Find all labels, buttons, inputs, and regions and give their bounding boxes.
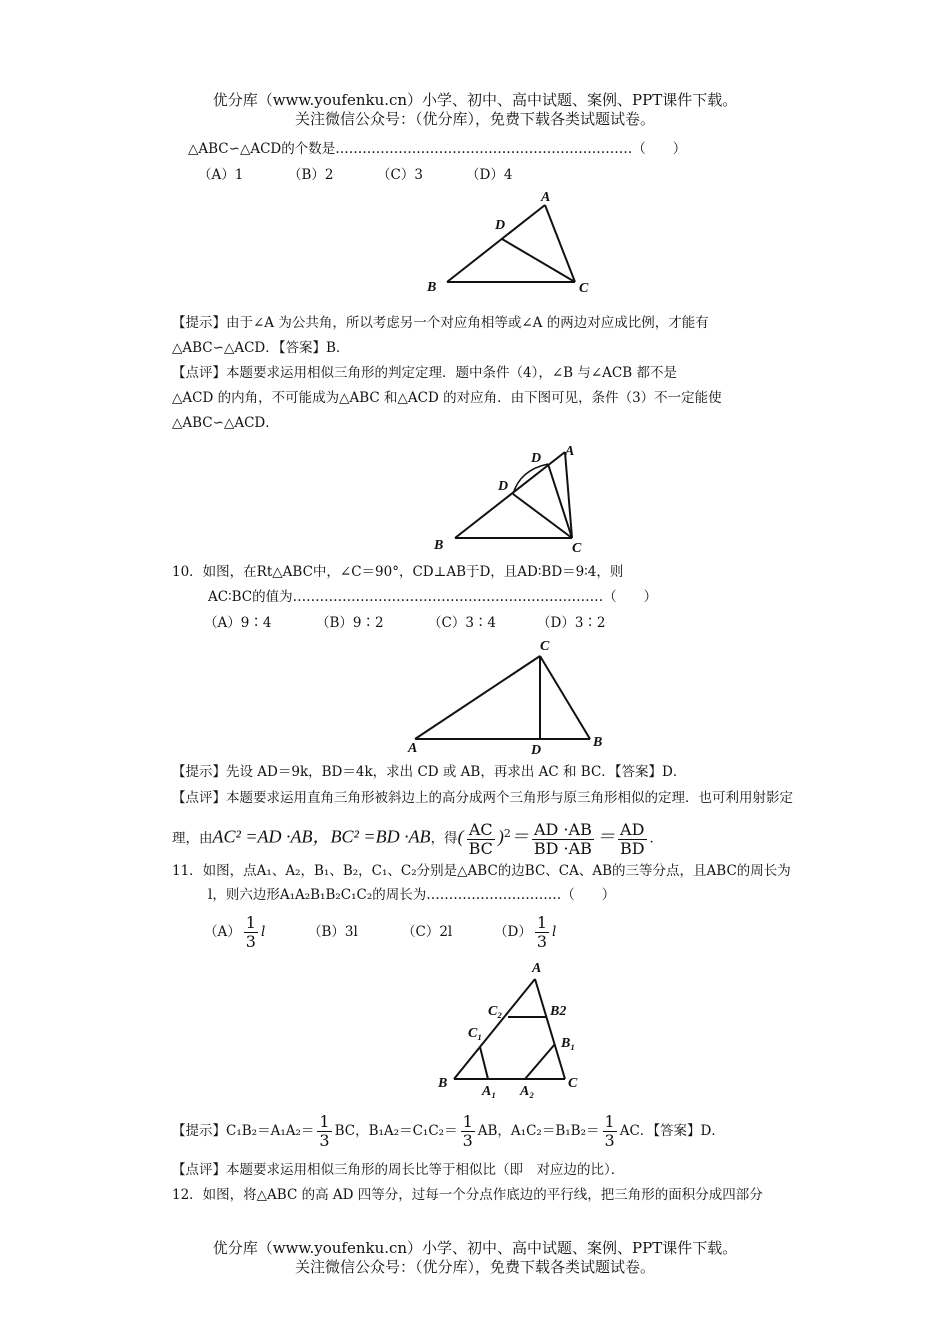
q10-formula-paren-close: )	[497, 826, 504, 847]
q9-fig1-label-c: C	[579, 281, 589, 296]
q11-fig-label-c2: C₂	[488, 1004, 503, 1019]
q10-figure	[400, 634, 615, 759]
q10-eq-1: ＝	[510, 826, 529, 847]
q9-fig1-label-a: A	[541, 190, 551, 205]
q11-comment: 【点评】本题要求运用相似三角形的周长比等于相似比（即 对应边的比）．	[172, 1162, 625, 1178]
q10-formula-mid: ，得	[430, 830, 458, 847]
q11-hint-prefix: 【提示】C₁B₂＝A₁A₂＝	[172, 1123, 315, 1139]
q11-option-a-var: l	[260, 924, 266, 940]
footer-line-2: 关注微信公众号：（优分库），免费下载各类试题试卷。	[294, 1258, 655, 1276]
q9-fig2-segment-cd2	[513, 494, 572, 538]
q10-fig-label-b: B	[593, 735, 603, 750]
q9-fig2-label-d-upper: D	[531, 451, 542, 466]
q9-hint-line-1: 【提示】由于∠A 为公共角，所以考虑另一个对应角相等或∠A 的两边对应成比例，才能有	[172, 315, 709, 331]
q11-fig-side-ac	[535, 979, 565, 1079]
q9-fig1-label-b: B	[427, 280, 437, 295]
q10-fig-label-d: D	[531, 743, 542, 758]
q11-hint-mid-1: BC，B₁A₂＝C₁C₂＝	[334, 1123, 458, 1139]
q11-fig-label-c1: C₁	[468, 1026, 483, 1041]
q9-option-a: （A）1	[198, 167, 244, 183]
header-line-1: 优分库（www.youfenku.cn）小学、初中、高中试题、案例、PPT课件下载。	[212, 91, 738, 109]
q10-stem-line-2: AC∶BC的值为……………………………………………………………（ ）	[208, 589, 658, 605]
q9-fig1-segment-cd	[502, 239, 575, 282]
q9-fig2-label-a: A	[565, 444, 575, 459]
q9-comment-line-1: 【点评】本题要求运用相似三角形的判定定理．题中条件（4），∠B 与∠ACB 都不是	[172, 365, 677, 381]
q11-option-d-fraction: $\frac{1}{3}$	[536, 913, 548, 951]
q10-fraction-products: $\frac{AD \cdot AB}{BD \cdot AB}$	[533, 819, 592, 858]
q9-fig2-label-c: C	[572, 541, 582, 555]
q9-comment-line-3: △ABC∽△ACD．	[172, 415, 279, 431]
q11-hint-fraction-2: $\frac{1}{3}$	[462, 1112, 473, 1150]
q11-option-a-fraction: $\frac{1}{3}$	[245, 913, 256, 951]
q9-fig1-label-d: D	[495, 218, 506, 233]
q10-eq-2: ＝	[596, 826, 615, 847]
q11-hint-fraction-3: $\frac{1}{3}$	[604, 1112, 615, 1150]
q11-option-d	[494, 912, 556, 952]
q9-figure-2	[420, 440, 600, 555]
q11-option-d-var: l	[552, 924, 557, 940]
q11-option-d-prefix: （D）	[494, 924, 532, 940]
q10-fraction-ad-bd: $\frac{AD}{BD}$	[619, 819, 645, 858]
q12-stem: 12．如图，将△ABC 的高 AD 四等分，过每一个分点作底边的平行线，把三角形的面积分成四部分	[172, 1187, 763, 1203]
q11-fig-label-c: C	[568, 1076, 578, 1091]
q11-fig-label-b: B	[438, 1076, 448, 1091]
q11-fig-label-b2: B2	[550, 1004, 567, 1019]
q11-hint-mid-2: AB，A₁C₂＝B₁B₂＝	[477, 1123, 600, 1139]
q10-fig-side-bc	[540, 656, 590, 739]
q10-comment-line-1: 【点评】本题要求运用直角三角形被斜边上的高分成两个三角形与原三角形相似的定理．也可利用射影定	[172, 790, 793, 806]
q11-hint	[172, 1110, 725, 1152]
q9-comment-line-2: △ACD 的内角，不可能成为△ABC 和△ACD 的对应角．由下图可见，条件（3）不一定能使	[172, 390, 722, 406]
q11-hint-end: AC．【答案】D．	[619, 1123, 725, 1139]
q9-fig1-side-ab	[447, 205, 545, 282]
q11-option-b: （B）3l	[308, 924, 358, 940]
q9-fig2-label-d-lower: D	[498, 479, 509, 494]
q9-fig2-label-b: B	[434, 538, 444, 553]
footer-line-1: 优分库（www.youfenku.cn）小学、初中、高中试题、案例、PPT课件下载。	[212, 1239, 738, 1257]
q11-fig-segment-b1a2	[525, 1044, 555, 1079]
q10-fraction-ac-bc: $\frac{AC}{BC}$	[468, 819, 493, 858]
q10-comment-line-2	[172, 814, 663, 859]
q10-formula-end: ．	[649, 830, 664, 847]
q9-option-d: （D）4	[466, 167, 513, 183]
q10-fig-side-ac	[415, 656, 540, 739]
q10-option-b: （B）9∶2	[316, 615, 384, 631]
header-line-2: 关注微信公众号：（优分库），免费下载各类试题试卷。	[294, 110, 655, 128]
q11-options	[204, 912, 265, 952]
q10-option-d: （D）3∶2	[537, 615, 606, 631]
q10-hint: 【提示】先设 AD＝9k，BD＝4k，求出 CD 或 AB，再求出 AC 和 BC．【答案】D．	[172, 764, 687, 780]
q10-formula-1: AC² =AD ·AB，BC² =BD ·AB	[212, 826, 431, 847]
q11-option-a-prefix: （A）	[204, 924, 241, 940]
q11-fig-label-b1: B₁	[561, 1036, 576, 1051]
q11-fig-label-a2: A₂	[520, 1084, 535, 1099]
q9-figure-1	[415, 185, 600, 300]
q9-stem-tail: △ABC∽△ACD的个数是…………………………………………………………（ ）	[188, 141, 687, 157]
q9-hint-line-2: △ABC∽△ACD．【答案】B．	[172, 340, 350, 356]
q11-stem-line-1: 11．如图，点A₁、A₂，B₁、B₂，C₁、C₂分别是△ABC的边BC、CA、AB的三等分点，且ABC的周长为	[172, 863, 791, 879]
q10-fig-label-a: A	[408, 741, 418, 756]
q9-option-b: （B）2	[288, 167, 334, 183]
q11-fig-segment-c1a1	[480, 1047, 488, 1079]
q10-comment-prefix: 理，由	[172, 830, 213, 847]
q11-fig-label-a: A	[532, 961, 542, 976]
q9-option-c: （C）3	[377, 167, 423, 183]
q10-fig-label-c: C	[540, 639, 550, 654]
q11-figure	[430, 955, 590, 1100]
q11-fig-label-a1: A₁	[482, 1084, 497, 1099]
q10-option-a: （A）9∶4	[204, 615, 272, 631]
q11-hint-fraction-1: $\frac{1}{3}$	[319, 1112, 330, 1150]
q11-fig-side-ab	[454, 979, 535, 1079]
q10-exponent: 2	[503, 827, 511, 840]
q10-option-c: （C）3∶4	[428, 615, 497, 631]
q11-stem-line-2: l，则六边形A₁A₂B₁B₂C₁C₂的周长为…………………………（ ）	[208, 887, 616, 903]
q10-stem-line-1: 10．如图，在Rt△ABC中，∠C＝90°，CD⊥AB于D，且AD∶BD＝9∶4，则	[172, 564, 624, 580]
q10-formula-paren-open: (	[457, 826, 464, 847]
q9-fig1-side-ac	[545, 205, 575, 282]
q11-option-c: （C）2l	[402, 924, 453, 940]
